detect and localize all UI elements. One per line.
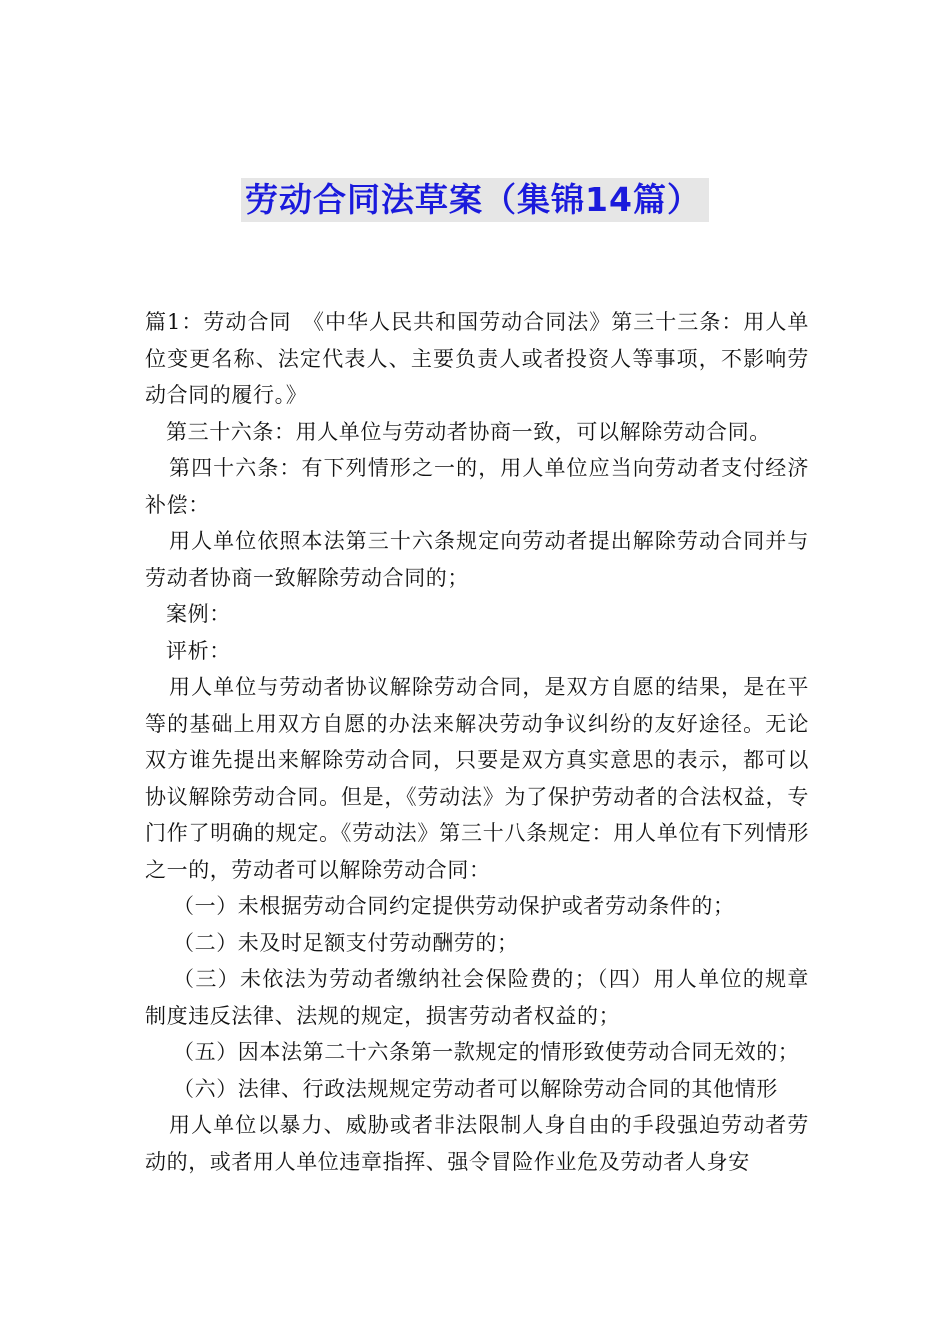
list-item-5: （五）因本法第二十六条第一款规定的情形致使劳动合同无效的； [173, 1040, 800, 1064]
title-container [0, 178, 950, 222]
list-item-6: （六）法律、行政法规规定劳动者可以解除劳动合同的其他情形 [173, 1076, 778, 1101]
document-title: 劳动合同法草案（集锦14篇） [241, 178, 709, 222]
paragraph-case-heading: 案例： [166, 602, 231, 626]
paragraph-intro: 篇1：劳动合同 《中华人民共和国劳动合同法》第三十三条：用人单位变更名称、法定代表人、主要负责人或者投资人等事项，不影响劳动合同的履行。》 [145, 310, 809, 407]
paragraph-analysis-heading: 评析： [166, 638, 231, 663]
document-body [145, 304, 809, 1180]
list-item-2: （二）未及时足额支付劳动酬劳的； [173, 930, 519, 955]
paragraph-article-46: 第四十六条：有下列情形之一的，用人单位应当向劳动者支付经济补偿： [145, 456, 809, 517]
paragraph-coercion: 用人单位以暴力、威胁或者非法限制人身自由的手段强迫劳动者劳动的，或者用人单位违章指挥、强令冒险作业危及劳动者人身安 [145, 1113, 809, 1174]
paragraph-article-36: 第三十六条：用人单位与劳动者协商一致，可以解除劳动合同。 [166, 419, 771, 444]
paragraph-analysis: 用人单位与劳动者协议解除劳动合同，是双方自愿的结果，是在平等的基础上用双方自愿的办法来解决劳动争议纠纷的友好途径。无论双方谁先提出来解除劳动合同，只要是双方真实意思的表示，都可以协议解除劳动合同。但是，《劳动法》为了保护劳动者的合法权益，专门作了明确的规定。《劳动法》第三十八条规定：用人单位有下列情形之一的，劳动者可以解除劳动合同： [145, 675, 809, 882]
list-item-1: （一）未根据劳动合同约定提供劳动保护或者劳动条件的； [173, 894, 735, 918]
list-item-3-4: （三）未依法为劳动者缴纳社会保险费的；（四）用人单位的规章制度违反法律、法规的规定，损害劳动者权益的； [145, 967, 809, 1028]
paragraph-clause: 用人单位依照本法第三十六条规定向劳动者提出解除劳动合同并与劳动者协商一致解除劳动合同的； [145, 529, 809, 590]
